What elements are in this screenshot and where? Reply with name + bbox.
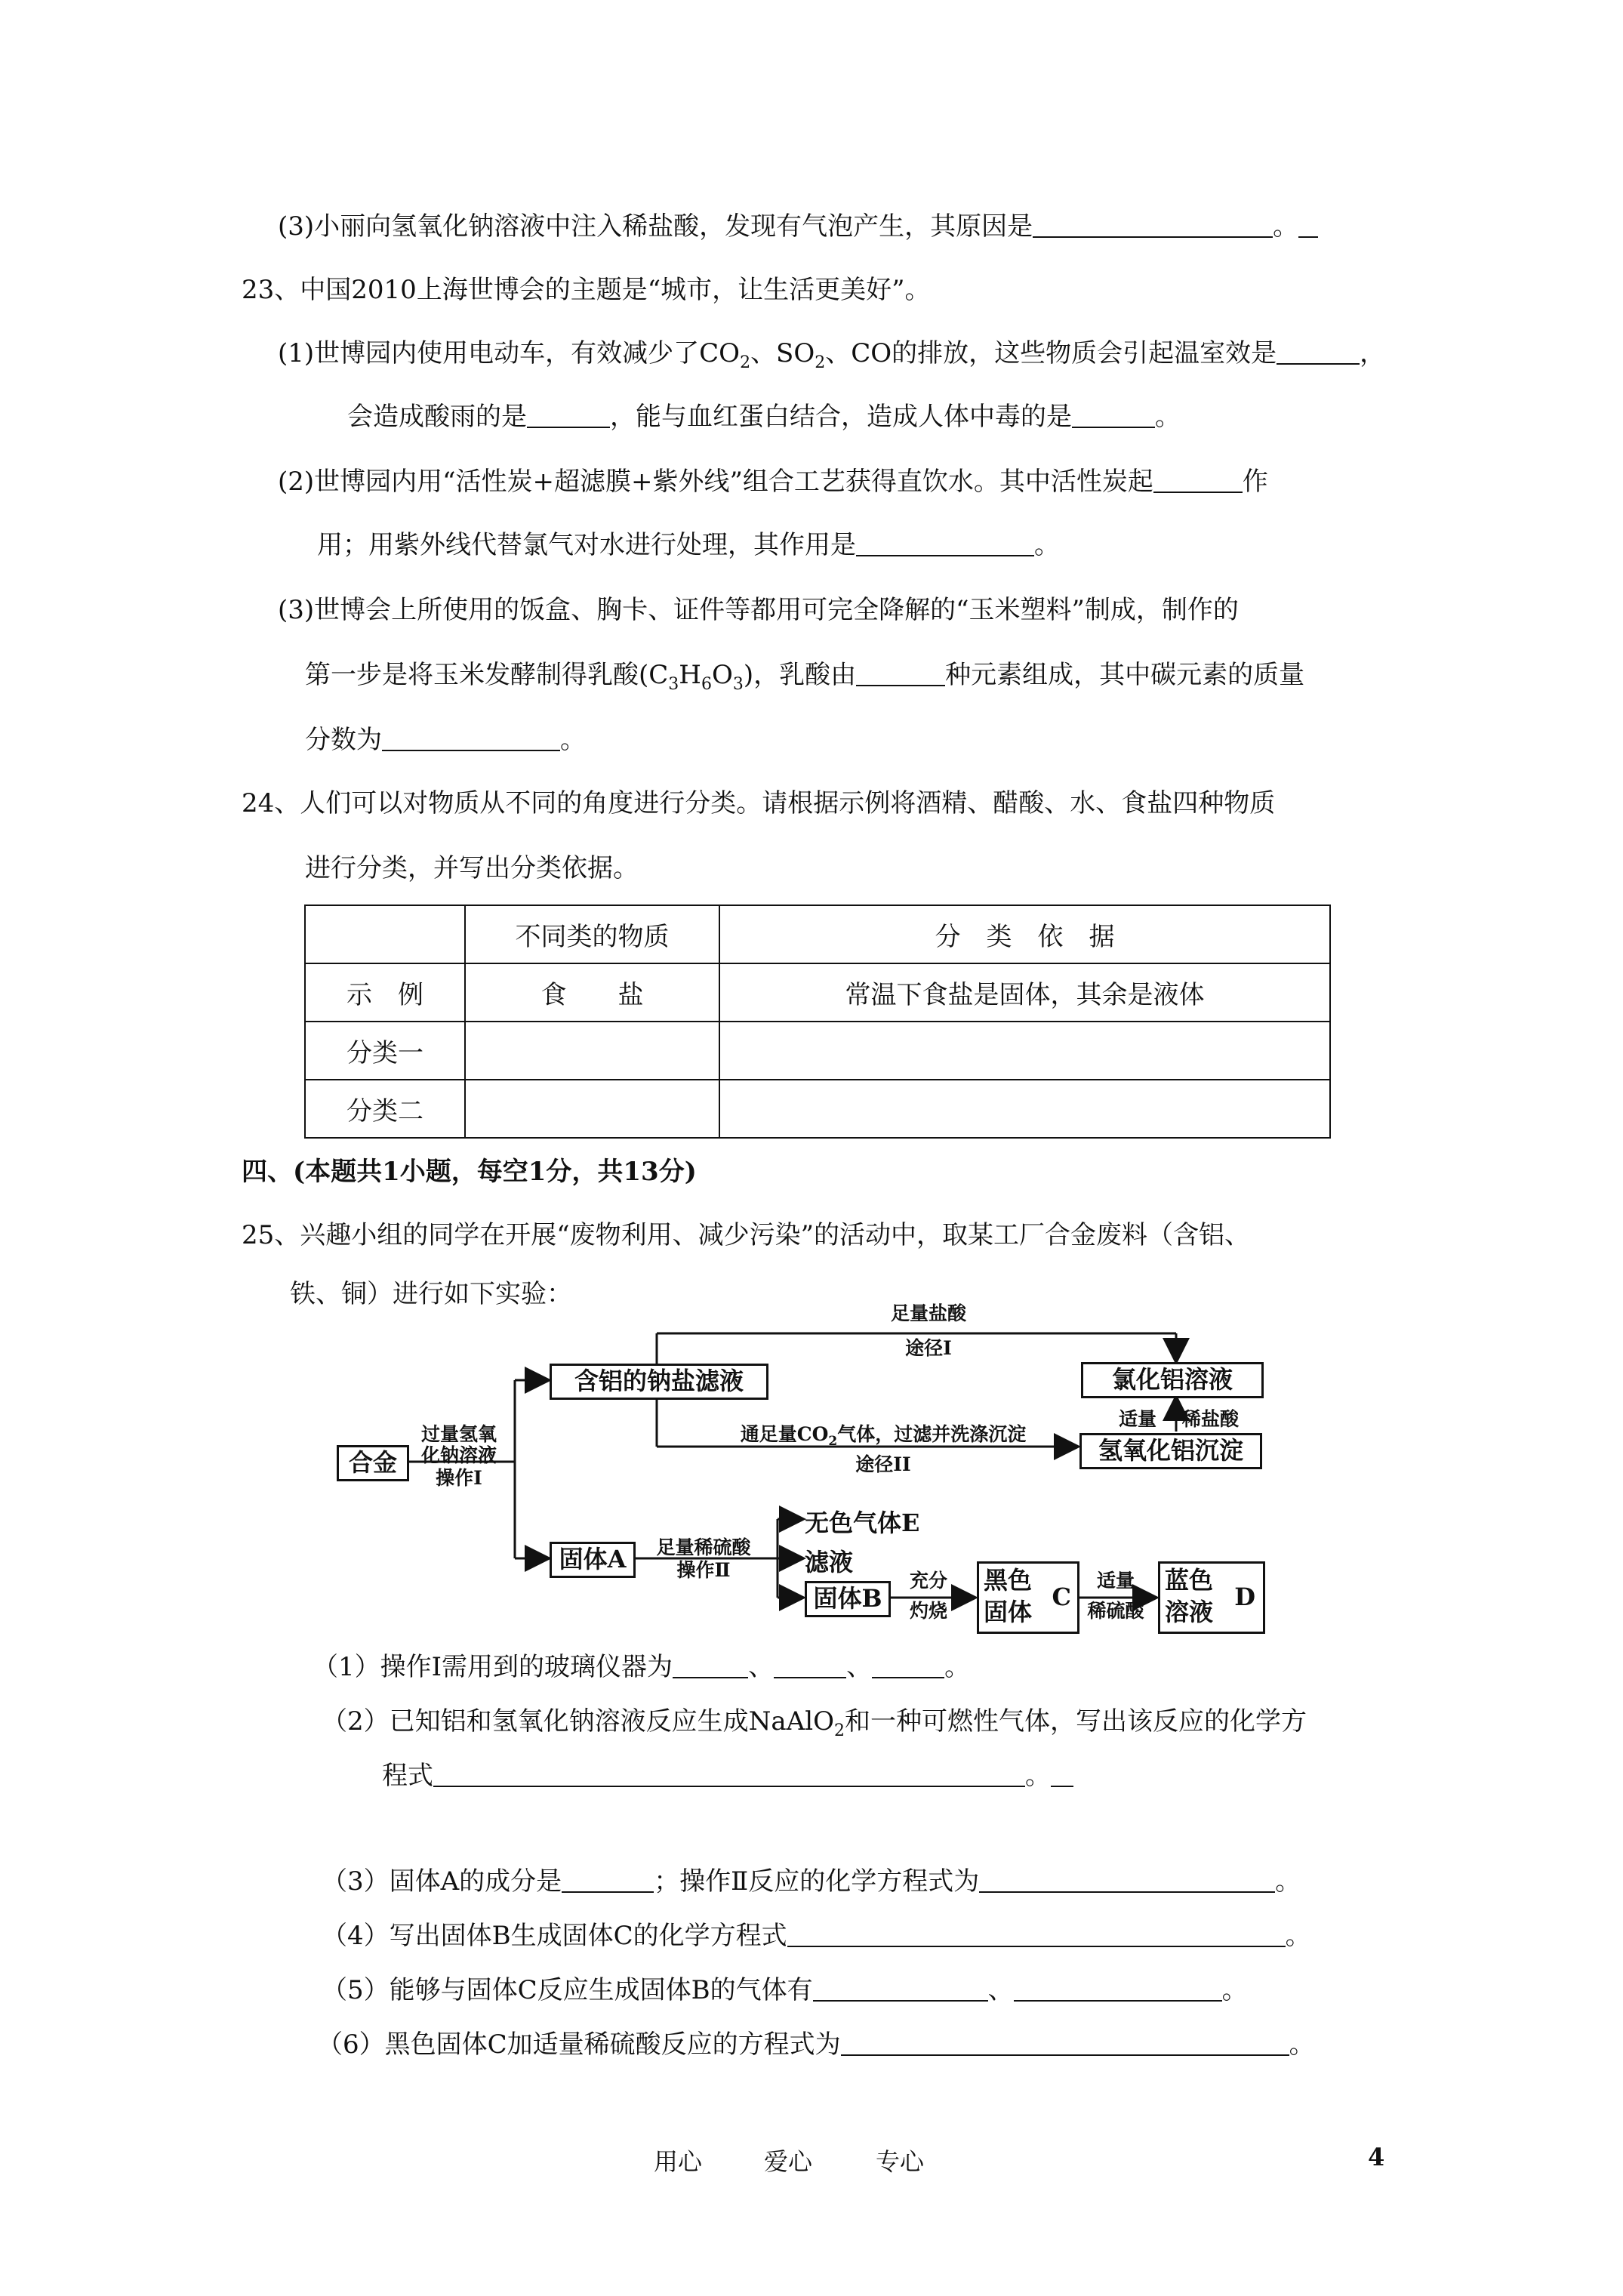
page-number: 4 [1368,2143,1385,2171]
q23-part2: (2)世博园内用“活性炭+超滤膜+紫外线”组合工艺获得直饮水。其中活性炭起 作 [278,467,1268,497]
alcl3-box: 氯化铝溶液 [1081,1362,1264,1398]
q23-part3: (3)世博会上所使用的饭盒、胸卡、证件等都用可完全降解的“玉米塑料”制成，制作的 [278,595,1239,625]
answer-blank[interactable] [673,1653,748,1678]
operation-2-label: 操作Ⅱ [676,1559,731,1581]
table-cell: 食 盐 [465,963,719,1022]
answer-blank[interactable] [1277,339,1360,365]
answer-blank[interactable] [872,1653,944,1678]
q23-part1-line2: 会造成酸雨的是 ，能与血红蛋白结合，造成人体中毒的是 。 [347,402,1181,432]
footer-motto-3: 专心 [876,2147,925,2176]
experiment-flow-diagram [325,1299,1291,1653]
naoh-label-2: 化钠溶液 [420,1444,497,1466]
answer-blank [1051,1761,1073,1787]
answer-blank[interactable] [774,1653,846,1678]
filtrate-label: 滤液 [805,1548,854,1576]
burn-label-2: 灼烧 [909,1600,947,1622]
answer-blank[interactable] [979,1867,1275,1893]
answer-blank[interactable] [841,2030,1289,2056]
q25-part2-line2: 程式 。 [382,1759,1073,1792]
answer-blank[interactable] [527,402,610,428]
table-cell: 分类一 [305,1022,465,1080]
aloh3-box: 氢氧化铝沉淀 [1079,1433,1262,1469]
table-header-cell [305,905,465,963]
q24-stem: 24、人们可以对物质从不同的角度进行分类。请根据示例将酒精、醋酸、水、食盐四种物质 [242,788,1276,818]
table-cell: 示 例 [305,963,465,1022]
burn-label-1: 充分 [909,1570,947,1592]
q23-part3-line3: 分数为 。 [305,725,586,755]
table-row [305,1080,1330,1138]
dilute-label-2: 稀硫酸 [1087,1600,1144,1622]
section-heading: 四、(本题共1小题，每空1分，共13分) [242,1157,697,1187]
table-cell: 常温下食盐是固体，其余是液体 [719,963,1330,1022]
table-row [305,963,1330,1022]
table-header-row [305,905,1330,963]
table-answer-cell[interactable] [719,1080,1330,1138]
answer-blank[interactable] [856,661,945,686]
q25-part3: （3）固体A的成分是 ；操作Ⅱ反应的化学方程式为 。 [322,1866,1301,1897]
answer-blank[interactable] [856,531,1034,556]
aluminate-filtrate-box: 含铝的钠盐滤液 [550,1364,768,1400]
table-header-cell: 分 类 依 据 [719,905,1330,963]
solid-b-box: 固体B [805,1581,891,1617]
naoh-label-1: 过量氢氧 [420,1423,497,1445]
q25-part6: （6）黑色固体C加适量稀硫酸反应的方程式为 。 [317,2029,1315,2060]
q25-part1: （1）操作Ⅰ需用到的玻璃仪器为 、 、 。 [313,1652,971,1682]
q25-part2: （2）已知铝和氢氧化钠溶液反应生成NaAlO$_2$和一种可燃性气体，写出该反应的化学方 [322,1706,1307,1740]
footer-motto-1: 用心 [654,2147,703,2176]
operation-1-label: 操作I [436,1467,482,1489]
route-2-label: 途径II [855,1453,911,1475]
h2so4-label: 足量稀硫酸 [656,1536,751,1558]
q24-stem-line2: 进行分类，并写出分类依据。 [305,853,639,883]
dilute-label-1: 适量 [1096,1570,1135,1592]
q25-stem-line2: 铁、铜）进行如下实验： [290,1279,572,1309]
answer-blank [1298,212,1318,238]
q23-part3-line2: 第一步是将玉米发酵制得乳酸$(C_3H_6O_3)$，乳酸由 种元素组成，其中碳元素的质量 [305,660,1305,694]
hcl-label: 足量盐酸 [890,1302,966,1324]
answer-blank[interactable] [1072,402,1155,428]
table-answer-cell[interactable] [719,1022,1330,1080]
q25-part5: （5）能够与固体C反应生成固体B的气体有 、 。 [322,1975,1248,2005]
gas-e-label: 无色气体E [805,1509,920,1537]
footer-motto-2: 爱心 [764,2147,813,2176]
q23-part2-line2: 用；用紫外线代替氯气对水进行处理，其作用是 。 [317,530,1060,560]
table-header-cell: 不同类的物质 [465,905,719,963]
alloy-box: 合金 [337,1445,409,1481]
answer-blank[interactable] [382,726,560,751]
route-1-label: 途径I [905,1337,952,1359]
classification-table [304,905,1331,1139]
q25-part4: （4）写出固体B生成固体C的化学方程式 。 [322,1921,1311,1951]
table-row [305,1022,1330,1080]
table-cell: 分类二 [305,1080,465,1138]
right-label-b: 稀盐酸 [1182,1408,1240,1430]
co2-label: 通足量$CO_2$气体，过滤并洗涤沉淀 [740,1423,1027,1449]
blue-solution-d-box: 蓝色 溶液 D [1158,1561,1265,1634]
answer-blank[interactable] [813,1976,988,2002]
black-solid-c-box: 黑色 固体 C [977,1561,1079,1634]
answer-blank[interactable] [562,1867,654,1893]
answer-blank[interactable] [1033,212,1273,238]
table-answer-cell[interactable] [465,1080,719,1138]
right-label-a: 适量 [1118,1408,1156,1430]
answer-blank[interactable] [1014,1976,1222,2002]
solid-a-box: 固体A [550,1542,636,1578]
answer-blank[interactable] [787,1922,1286,1947]
answer-blank[interactable] [1153,467,1243,493]
table-answer-cell[interactable] [465,1022,719,1080]
q22-part3: (3)小丽向氢氧化钠溶液中注入稀盐酸，发现有气泡产生，其原因是 。 [278,210,1318,243]
answer-blank[interactable] [433,1761,1025,1787]
q25-stem: 25、兴趣小组的同学在开展“废物利用、减少污染”的活动中，取某工厂合金废料（含铝、 [242,1220,1251,1250]
q23-part1: (1)世博园内使用电动车，有效减少了$CO_2$、$SO_2$、CO的排放，这些物质会引起温室效是 ， [278,338,1386,372]
q23-stem: 23、中国2010上海世博会的主题是“城市，让生活更美好”。 [242,275,931,305]
